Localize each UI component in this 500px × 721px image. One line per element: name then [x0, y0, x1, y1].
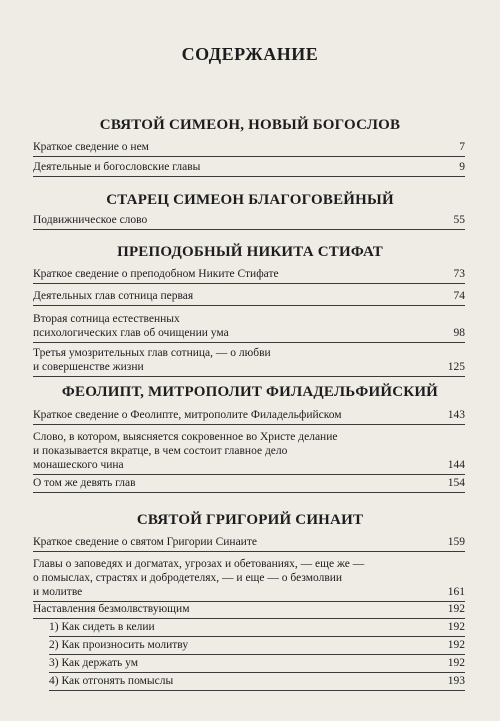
entry-title-line: 3) Как держать ум — [49, 657, 139, 669]
entry-title-line: о помыслах, страстях и добродетелях, — и еще — о безмолвии — [33, 572, 343, 584]
toc-entry[interactable] — [33, 408, 465, 422]
page-number: 9 — [459, 161, 465, 173]
section-heading-nikita-stithatos: ПРЕПОДОБНЫЙ НИКИТА СТИФАТ — [117, 244, 383, 260]
entry-title-line: Подвижническое слово — [33, 214, 148, 226]
leader-rule — [49, 636, 465, 637]
toc-entry[interactable] — [33, 140, 465, 154]
entry-title-line: Слово, в котором, выясняется сокровенное во Христе делание — [33, 431, 338, 443]
entry-title-line: психологических глав об очищении ума — [33, 327, 229, 339]
toc-subentry[interactable] — [49, 674, 465, 688]
toc-entry[interactable] — [33, 557, 465, 599]
page-number: 192 — [447, 639, 465, 651]
leader-rule — [33, 342, 465, 343]
leader-rule — [49, 672, 465, 673]
leader-rule — [33, 176, 465, 177]
page-number: 154 — [447, 477, 465, 489]
leader-rule — [49, 690, 465, 691]
entry-title-line: О том же девять глав — [33, 477, 136, 489]
entry-title-line: 1) Как сидеть в келии — [49, 621, 155, 633]
entry-title-line: и совершенстве жизни — [33, 361, 144, 373]
entry-title-line: 4) Как отгонять помыслы — [49, 675, 174, 687]
page-number: 7 — [459, 141, 465, 153]
toc-entry[interactable] — [33, 476, 465, 490]
page-number: 144 — [447, 459, 465, 471]
page-number: 161 — [447, 586, 465, 598]
toc-entry[interactable] — [33, 312, 465, 340]
entry-title-line: Краткое сведение о святом Григории Синаите — [33, 536, 257, 548]
toc-entry[interactable] — [33, 267, 465, 281]
toc-subentry[interactable] — [49, 656, 465, 670]
section-heading-gregory-sinaite: СВЯТОЙ ГРИГОРИЙ СИНАИТ — [136, 512, 364, 528]
page-number: 193 — [447, 675, 465, 687]
page-title: СОДЕРЖАНИЕ — [181, 44, 319, 64]
toc-entry[interactable] — [33, 602, 465, 616]
leader-rule — [33, 474, 465, 475]
leader-rule — [33, 551, 465, 552]
page-number: 73 — [453, 268, 465, 280]
toc-subentry[interactable] — [49, 638, 465, 652]
entry-title-line: Наставления безмолвствующим — [33, 603, 190, 615]
page-number: 125 — [447, 361, 465, 373]
entry-title-line: 2) Как произносить молитву — [49, 639, 189, 651]
entry-title-line: и показывается вкратце, в чем состоит главное дело — [33, 445, 288, 457]
leader-rule — [33, 283, 465, 284]
section-heading-simeon-reverent: СТАРЕЦ СИМЕОН БЛАГОГОВЕЙНЫЙ — [106, 192, 394, 208]
entry-title-line: и молитве — [33, 586, 83, 598]
toc-entry[interactable] — [33, 160, 465, 174]
entry-title-line: Краткое сведение о преподобном Никите Стифате — [33, 268, 279, 280]
toc-entry[interactable] — [33, 213, 465, 227]
section-heading-theoliptos: ФЕОЛИПТ, МИТРОПОЛИТ ФИЛАДЕЛЬФИЙСКИЙ — [61, 384, 439, 400]
section-heading-simeon-new-theologian: СВЯТОЙ СИМЕОН, НОВЫЙ БОГОСЛОВ — [99, 117, 401, 133]
toc-entry[interactable] — [33, 535, 465, 549]
page-number: 192 — [447, 621, 465, 633]
leader-rule — [33, 376, 465, 377]
leader-rule — [33, 156, 465, 157]
entry-title-line: Деятельных глав сотница первая — [33, 290, 194, 302]
entry-title-line: Вторая сотница естественных — [33, 313, 180, 325]
page-number: 55 — [453, 214, 465, 226]
leader-rule — [33, 229, 465, 230]
page-number: 192 — [447, 657, 465, 669]
leader-rule — [33, 618, 465, 619]
toc-subentry[interactable] — [49, 620, 465, 634]
entry-title-line: Третья умозрительных глав сотница, — о любви — [33, 347, 271, 359]
leader-rule — [33, 492, 465, 493]
page-number: 192 — [447, 603, 465, 615]
toc-entry[interactable] — [33, 346, 465, 374]
leader-rule — [49, 654, 465, 655]
leader-rule — [33, 305, 465, 306]
entry-title-line: монашеского чина — [33, 459, 124, 471]
leader-rule — [33, 424, 465, 425]
page-number: 98 — [453, 327, 465, 339]
page-number: 143 — [447, 409, 465, 421]
page-number: 74 — [453, 290, 465, 302]
toc-entry[interactable] — [33, 289, 465, 303]
entry-title-line: Деятельные и богословские главы — [33, 161, 201, 173]
entry-title-line: Главы о заповедях и догматах, угрозах и обетованиях, — еще же — — [33, 558, 365, 570]
entry-title-line: Краткое сведение о нем — [33, 141, 149, 153]
toc-entry[interactable] — [33, 430, 465, 472]
page-number: 159 — [447, 536, 465, 548]
entry-title-line: Краткое сведение о Феолипте, митрополите Филадельфийском — [33, 409, 342, 421]
